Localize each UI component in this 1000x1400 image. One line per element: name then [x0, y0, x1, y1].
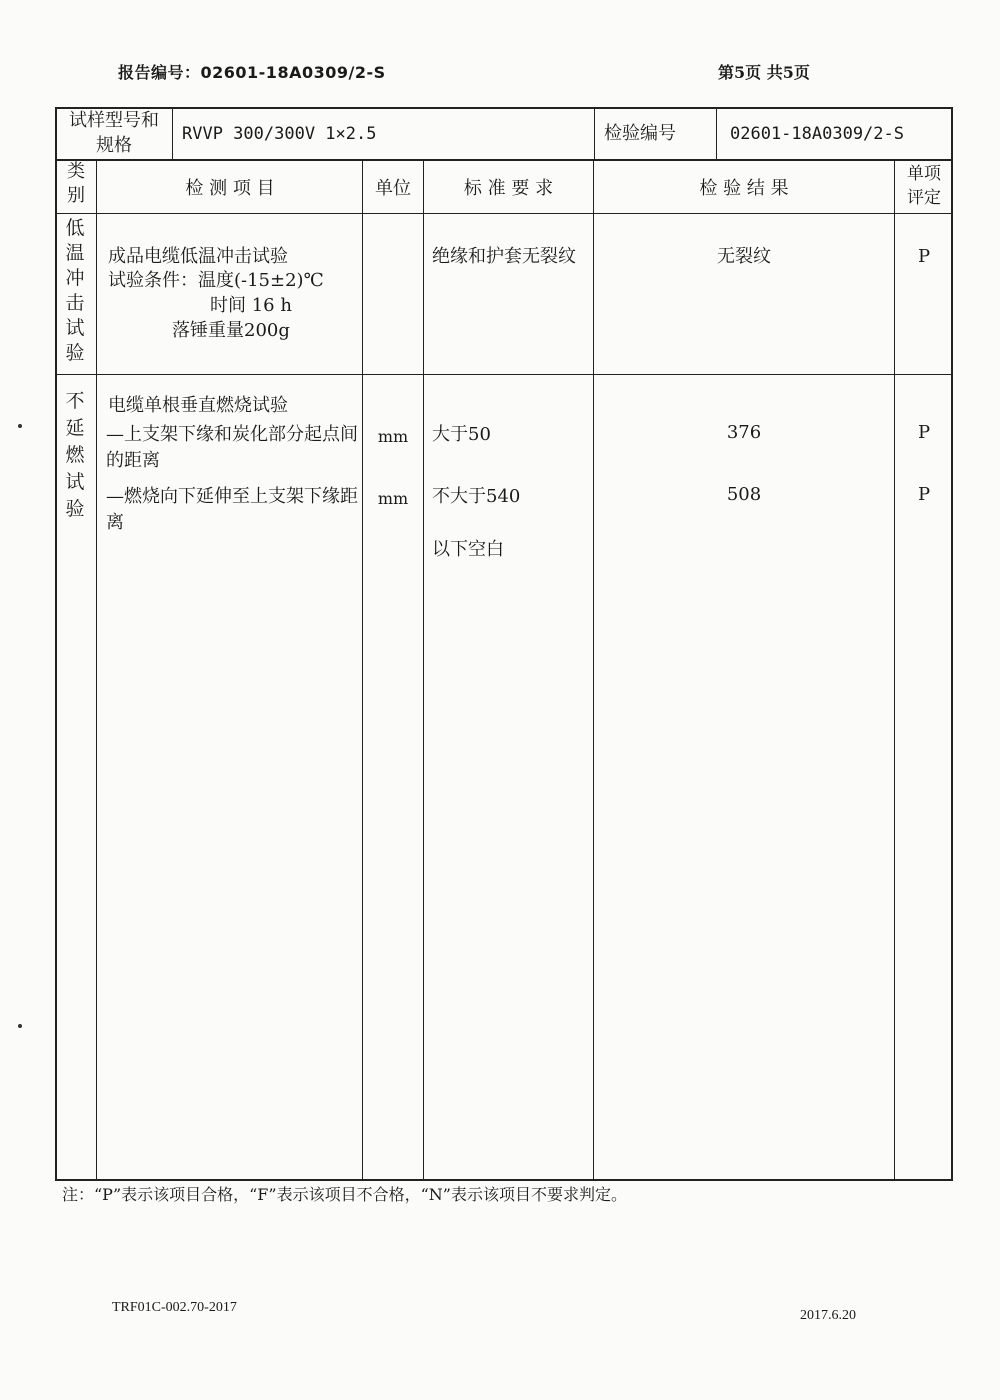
- row2-sub1-verdict: P: [917, 422, 931, 443]
- binding-hole-mark: [18, 424, 22, 428]
- blank-below-note: 以下空白: [432, 539, 504, 560]
- sample-value: RVVP 300/300V 1×2.5: [182, 124, 377, 144]
- row2-sub2-result: 508: [726, 484, 762, 505]
- sample-label: 试样型号和规格: [69, 110, 159, 156]
- page-number: 第5页 共5页: [718, 63, 810, 82]
- col-unit: 单位: [375, 178, 411, 199]
- row1-item-line2: 试验条件：温度(-15±2)℃: [108, 270, 324, 291]
- row2-sub1-standard: 大于50: [432, 424, 491, 445]
- col-verdict: 单项评定: [907, 164, 941, 208]
- footnote: 注：“P”表示该项目合格，“F”表示该项目不合格，“N”表示该项目不要求判定。: [62, 1185, 627, 1204]
- row2-sub1-item: —上支架下缘和炭化部分起点间的距离: [106, 424, 358, 471]
- inspection-label: 检验编号: [604, 123, 676, 144]
- row1-category: 低温冲击试验: [65, 217, 85, 364]
- row2-item-title: 电缆单根垂直燃烧试验: [108, 395, 288, 416]
- row1-result: 无裂纹: [717, 246, 771, 267]
- form-number: TRF01C-002.70-2017: [112, 1300, 237, 1315]
- row2-sub1-unit: mm: [377, 427, 409, 446]
- row1-standard: 绝缘和护套无裂纹: [432, 246, 576, 267]
- report-date: 2017.6.20: [800, 1308, 856, 1323]
- row1-verdict: P: [917, 246, 931, 267]
- report-number: 报告编号：02601-18A0309/2-S: [118, 63, 386, 82]
- row2-sub2-standard: 不大于540: [432, 486, 521, 507]
- row2-sub2-unit: mm: [377, 489, 409, 508]
- col-category: 类别: [67, 161, 85, 206]
- row1-item-line1: 成品电缆低温冲击试验: [108, 246, 288, 267]
- inspection-value: 02601-18A0309/2-S: [730, 124, 904, 144]
- row2-sub2-item: —燃烧向下延伸至上支架下缘距离: [106, 486, 358, 533]
- binding-hole-mark: [18, 1024, 22, 1028]
- row2-sub1-result: 376: [726, 422, 762, 443]
- row2-sub2-verdict: P: [917, 484, 931, 505]
- col-standard: 标 准 要 求: [463, 178, 554, 199]
- test-results-table: [55, 159, 953, 1181]
- row1-item-line3: 时间 16 h: [210, 295, 292, 316]
- col-item: 检 测 项 目: [185, 178, 275, 199]
- row2-category: 不延燃试验: [65, 390, 85, 520]
- col-result: 检 验 结 果: [699, 178, 789, 199]
- row1-item-line4: 落锤重量200g: [172, 320, 290, 341]
